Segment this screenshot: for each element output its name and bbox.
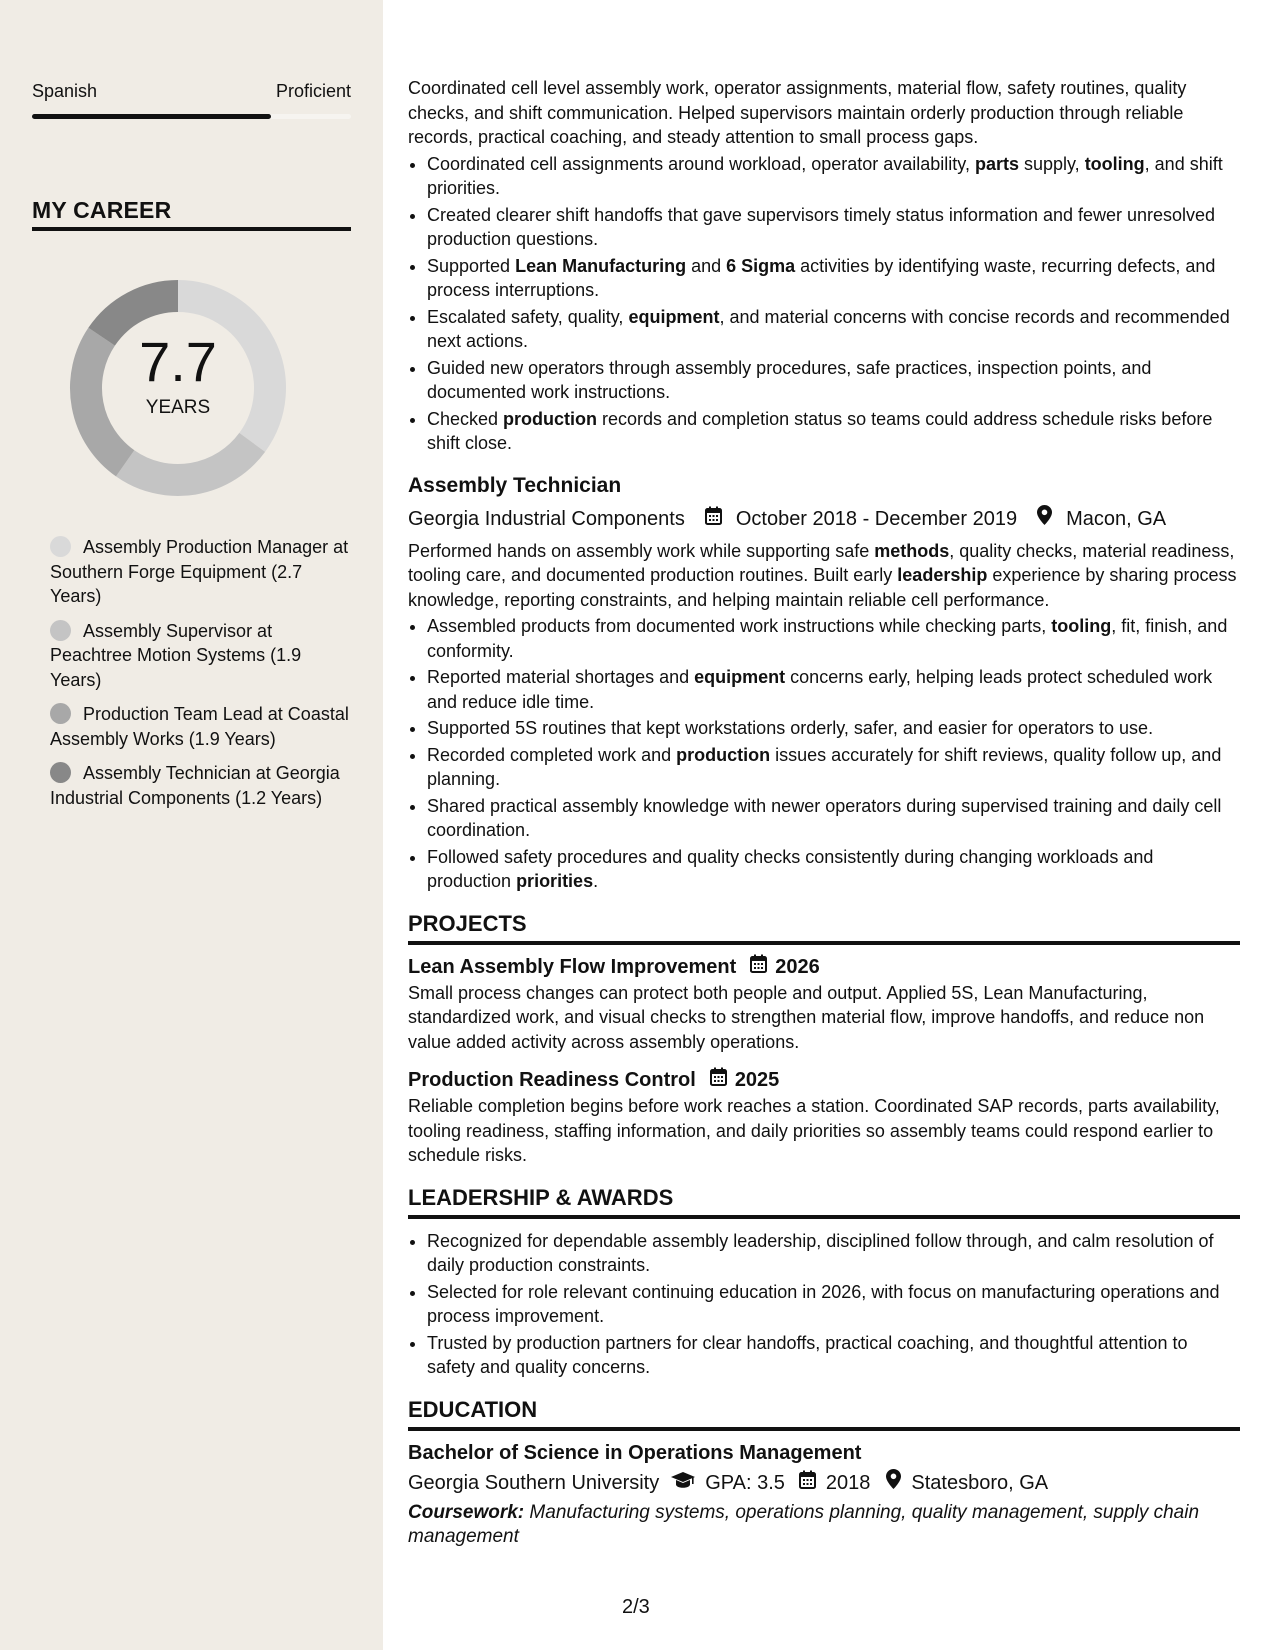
bullet-item — [427, 665, 1240, 714]
bold-keyword: Lean Manufacturing — [515, 255, 687, 276]
education-rule — [408, 1427, 1240, 1431]
job-company: Georgia Industrial Components — [408, 507, 685, 530]
job-bullets — [408, 614, 1240, 894]
donut-segment — [86, 337, 125, 464]
education-year: 2018 — [825, 1471, 871, 1494]
text-run: concerns early, helping leads protect scheduled work and reduce idle time. — [427, 667, 1213, 712]
text-run: Assembled products from documented work instructions while checking parts, — [427, 616, 1052, 636]
leadership-item: • Recognized for dependable assembly leadership, disciplined follow through, and calm resolution of daily production constraints. — [427, 1229, 1240, 1278]
text-run: issues accurately for shift reviews, quality follow up, and planning. — [427, 744, 1222, 789]
bold-keyword: 6 Sigma — [726, 255, 796, 276]
intro-paragraph: Coordinated cell level assembly work, operator assignments, material flow, safety routines, quality checks, and shift communication. Helped supervisors maintain orderly production through reliable records, practical coaching, and steady attention to small process gaps. — [408, 78, 1187, 147]
text-run: Followed safety procedures and quality checks consistently during changing workloads and production — [427, 846, 1154, 891]
career-legend-item — [50, 761, 355, 810]
career-legend-item — [50, 535, 355, 609]
bullet-item — [427, 407, 1240, 456]
calendar-icon — [710, 1066, 727, 1094]
text-run: Checked — [427, 408, 504, 429]
leadership-list — [408, 1229, 1240, 1380]
intro-bullets — [408, 152, 1240, 456]
text-run: records and completion status so teams could address schedule risks before shift close. — [427, 408, 1213, 453]
calendar-icon — [750, 953, 767, 981]
bullet-item — [427, 614, 1240, 663]
project-year: 2025 — [734, 1069, 780, 1091]
bullet-item — [427, 743, 1240, 792]
bullet-item — [427, 203, 1240, 252]
project-title: Lean Assembly Flow Improvement — [408, 955, 737, 978]
page-number: 2/3 — [622, 1596, 650, 1618]
leadership-item: • Selected for role relevant continuing education in 2026, with focus on manufacturing operations and process improvement. — [427, 1280, 1240, 1329]
project-title: Production Readiness Control — [408, 1069, 696, 1091]
bold-keyword: leadership — [897, 565, 988, 585]
bold-keyword: equipment — [694, 667, 786, 687]
text-run: . — [593, 871, 599, 891]
bold-keyword: production — [676, 744, 771, 765]
calendar-icon — [799, 1469, 816, 1497]
bold-keyword: equipment — [628, 306, 720, 327]
bullet-item — [427, 716, 1240, 741]
language-name: Spanish — [32, 81, 98, 101]
career-legend-item — [50, 619, 355, 693]
project-item — [408, 1066, 1240, 1168]
language-row — [32, 80, 351, 102]
bullet-item — [427, 152, 1240, 201]
text-run: Created clearer shift handoffs that gave supervisors timely status information and fewer unresolved production questions. — [427, 204, 1216, 249]
project-description: Small process changes can protect both people and output. Applied 5S, Lean Manufacturing, standardized work, and visual checks to strengthen material flow, improve handoffs, and reduce non value added activity across assembly operations. — [408, 982, 1205, 1052]
coursework-text: Manufacturing systems, operations planning, quality management, supply chain management — [408, 1501, 1200, 1547]
text-run: Coordinated cell assignments around workload, operator availability, — [427, 153, 975, 174]
job-title: Assembly Technician — [408, 473, 622, 497]
text-run: Guided new operators through assembly procedures, safe practices, inspection points, and documented work instructions. — [427, 357, 1152, 402]
bullet-item — [427, 845, 1240, 894]
text-run: , quality checks, material readiness, tooling care, and documented production routines. Built early — [408, 540, 1235, 585]
bold-keyword: tooling — [1084, 153, 1145, 174]
education-gpa: GPA: 3.5 — [705, 1471, 785, 1494]
text-run: and — [686, 255, 727, 276]
text-run: Performed hands on assembly work while supporting safe — [408, 540, 875, 561]
bold-keyword: tooling — [1051, 616, 1112, 636]
language-proficiency-fill — [32, 114, 271, 119]
text-run: Supported 5S routines that kept workstations orderly, safer, and easier for operators to use. — [427, 718, 1154, 738]
text-run: , and shift priorities. — [427, 153, 1223, 198]
text-run: activities by identifying waste, recurring defects, and process interruptions. — [427, 255, 1216, 300]
text-run: supply, — [1018, 153, 1085, 174]
language-proficiency-bar — [32, 114, 351, 119]
project-description: Reliable completion begins before work reaches a station. Coordinated SAP records, parts availability, tooling readiness, staffing information, and daily priorities so assembly teams could respond earlier to schedule risks. — [408, 1096, 1220, 1165]
education-degree: Bachelor of Science in Operations Management — [408, 1441, 862, 1464]
legend-label: Assembly Supervisor at Peachtree Motion Systems (1.9 Years) — [50, 620, 302, 690]
legend-label: Assembly Production Manager at Southern Forge Equipment (2.7 Years) — [50, 537, 349, 606]
graduation-cap-icon — [671, 1469, 695, 1497]
bold-keyword: methods — [874, 540, 950, 561]
leadership-rule — [408, 1215, 1240, 1219]
bold-keyword: priorities — [516, 871, 594, 891]
text-run: , fit, finish, and conformity. — [427, 616, 1228, 661]
career-total-value: 7.7 — [139, 330, 217, 393]
education-heading: EDUCATION — [408, 1396, 538, 1422]
text-run: experience by sharing process knowledge, reporting constraints, and helping maintain reliable cell performance. — [408, 565, 1237, 610]
text-run: Supported — [427, 255, 516, 276]
job-summary — [408, 539, 1240, 613]
education-location: Statesboro, GA — [911, 1471, 1049, 1494]
legend-dot — [50, 762, 71, 783]
career-total-unit: YEARS — [145, 397, 211, 418]
legend-dot — [50, 703, 71, 724]
text-run: Escalated safety, quality, — [427, 306, 629, 327]
bullet-item — [427, 305, 1240, 354]
project-year: 2026 — [775, 955, 820, 978]
project-title-row — [408, 1066, 1240, 1094]
job-location: Macon, GA — [1066, 507, 1167, 530]
text-run: Reported material shortages and — [427, 667, 695, 687]
bullet-item — [427, 794, 1240, 843]
job-meta — [408, 505, 1240, 533]
map-pin-icon — [886, 1469, 901, 1497]
legend-label: Production Team Lead at Coastal Assembly Works (1.9 Years) — [50, 704, 349, 749]
main-content — [408, 76, 1240, 1550]
calendar-icon — [705, 505, 722, 533]
language-level: Proficient — [275, 81, 351, 101]
legend-dot — [50, 620, 71, 641]
coursework-label: Coursework: — [408, 1501, 525, 1523]
project-title-row — [408, 953, 1240, 981]
sidebar — [0, 0, 383, 1650]
bold-keyword: production — [503, 408, 598, 429]
legend-label: Assembly Technician at Georgia Industrial Components (1.2 Years) — [50, 763, 340, 808]
text-run: , and material concerns with concise records and recommended next actions. — [427, 306, 1230, 351]
career-legend — [50, 535, 355, 820]
legend-dot — [50, 536, 71, 557]
education-school: Georgia Southern University — [408, 1471, 660, 1494]
bullet-item — [427, 254, 1240, 303]
career-legend-item — [50, 702, 355, 751]
career-heading-rule — [32, 227, 351, 231]
education-coursework — [408, 1501, 1240, 1550]
career-heading: MY CAREER — [32, 197, 172, 223]
donut-segment — [125, 442, 252, 480]
project-item — [408, 953, 1240, 1055]
education-meta — [408, 1469, 1240, 1497]
leadership-item: • Trusted by production partners for clear handoffs, practical coaching, and thoughtful attention to safety and quality concerns. — [427, 1331, 1240, 1380]
text-run: Recorded completed work and — [427, 744, 677, 765]
leadership-heading: LEADERSHIP & AWARDS — [408, 1184, 674, 1210]
career-donut-chart — [64, 274, 292, 502]
projects-heading: PROJECTS — [408, 910, 527, 936]
bullet-item — [427, 356, 1240, 405]
job-dates: October 2018 - December 2019 — [735, 507, 1018, 530]
text-run: Shared practical assembly knowledge with newer operators during supervised training and daily cell coordination. — [427, 795, 1222, 840]
projects-rule — [408, 941, 1240, 945]
bold-keyword: parts — [974, 153, 1019, 174]
map-pin-icon — [1037, 505, 1052, 533]
